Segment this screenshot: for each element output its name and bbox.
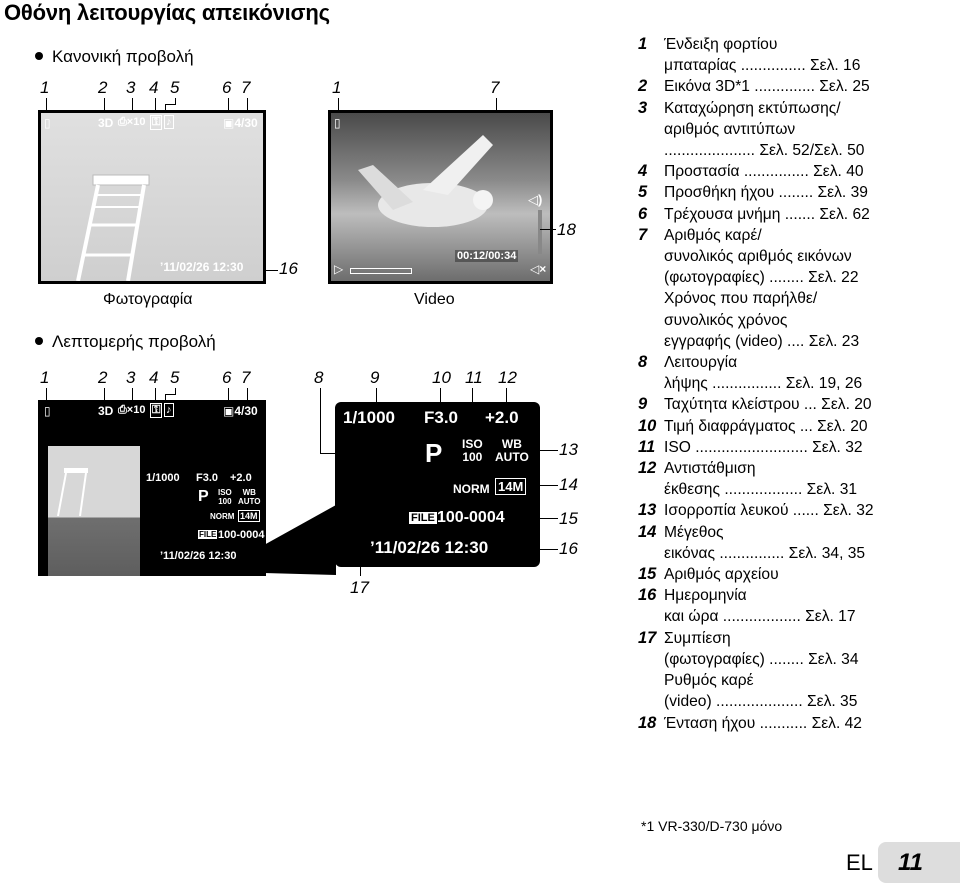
detail-big-display bbox=[335, 402, 540, 567]
legend-item: 13 Ισορροπία λευκού ...... Σελ. 32 bbox=[638, 501, 874, 520]
callout-number: 2 bbox=[98, 368, 108, 387]
file-number: 100-0004 bbox=[218, 529, 265, 541]
photo-display bbox=[38, 110, 266, 284]
legend-item: 12 Αντιστάθμιση έκθεσης .................. Σελ. 31 bbox=[638, 459, 858, 499]
page-title: Οθόνη λειτουργίας απεικόνισης bbox=[4, 0, 330, 25]
callout-number: 17 bbox=[350, 578, 369, 597]
progress-bar bbox=[350, 268, 412, 274]
detail-small-display bbox=[38, 400, 266, 576]
shutter-speed: 1/1000 bbox=[146, 472, 180, 484]
callout-number: 14 bbox=[559, 475, 578, 494]
bullet-dot bbox=[35, 337, 43, 345]
callout-number: 7 bbox=[490, 78, 500, 97]
compression-indicator: NORM bbox=[453, 482, 490, 496]
shooting-mode: P bbox=[425, 438, 443, 468]
callout-number: 10 bbox=[432, 368, 451, 387]
file-icon: FILE bbox=[411, 512, 435, 524]
callout-number: 16 bbox=[279, 259, 298, 278]
callout-number: 7 bbox=[241, 78, 251, 97]
iso-indicator: ISO 100 bbox=[218, 488, 232, 506]
battery-icon: ▯ bbox=[334, 116, 341, 130]
legend-item: 8 Λειτουργία λήψης ................ Σελ. 19, 26 bbox=[638, 353, 863, 393]
photo-image bbox=[58, 165, 158, 281]
volume-bar bbox=[538, 210, 542, 254]
elapsed-time: 00:12/00:34 bbox=[457, 250, 517, 262]
video-caption: Video bbox=[414, 291, 455, 308]
date-time: ’11/02/26 12:30 bbox=[160, 550, 237, 562]
callout-number: 9 bbox=[370, 368, 380, 387]
frame-counter: ▣4/30 bbox=[223, 116, 258, 130]
legend-item: 3 Καταχώρηση εκτύπωσης/ αριθμός αντιτύπων ..................... Σελ. 52/Σελ. 50 bbox=[638, 98, 865, 160]
3d-indicator: 3D bbox=[98, 116, 114, 130]
callout-number: 4 bbox=[149, 78, 159, 97]
legend-item: 15 Αριθμός αρχείου bbox=[638, 565, 779, 584]
detail-view-heading: Λεπτομερής προβολή bbox=[35, 332, 216, 352]
thumbnail-image bbox=[48, 446, 140, 576]
aperture: F3.0 bbox=[196, 472, 219, 484]
legend-item: 4 Προστασία ............... Σελ. 40 bbox=[638, 162, 864, 181]
legend-item: 16 Ημερομηνία και ώρα .................. Σελ. 17 bbox=[638, 586, 856, 626]
callout-number: 11 bbox=[465, 368, 483, 387]
battery-icon: ▯ bbox=[44, 404, 51, 418]
callout-number: 7 bbox=[241, 368, 251, 387]
print-indicator: ⎙×10 bbox=[118, 116, 146, 128]
callout-number: 6 bbox=[222, 368, 232, 387]
legend-item: 5 Προσθήκη ήχου ........ Σελ. 39 bbox=[638, 183, 868, 202]
zoom-wedge bbox=[264, 505, 336, 575]
video-image bbox=[353, 130, 523, 260]
photo-caption: Φωτογραφία bbox=[103, 291, 193, 308]
legend-item: 17 Συμπίεση (φωτογραφίες) ........ Σελ. 34 Ρυθμός καρέ (video) .................... Σελ. 35 bbox=[638, 628, 859, 711]
language-label: EL bbox=[846, 850, 873, 875]
play-icon: ▷ bbox=[334, 262, 344, 276]
callout-number: 2 bbox=[98, 78, 108, 97]
print-indicator: ⎙×10 bbox=[118, 404, 146, 416]
callout-number: 6 bbox=[222, 78, 232, 97]
legend-item: 10 Τιμή διαφράγματος ... Σελ. 20 bbox=[638, 416, 868, 435]
aperture: F3.0 bbox=[424, 408, 459, 427]
legend-list bbox=[638, 34, 956, 734]
iso-indicator: ISO 100 bbox=[462, 437, 483, 464]
callout-number: 12 bbox=[498, 368, 517, 387]
callout-number: 4 bbox=[149, 368, 159, 387]
callout-number: 1 bbox=[40, 78, 50, 97]
legend-item: 7 Αριθμός καρέ/ συνολικός αριθμός εικόνων (φωτογραφίες) ........ Σελ. 22 Χρόνος που παρήλθε/ συνολικός χρόνος εγγραφής (video) .... Σελ. 23 bbox=[638, 225, 860, 350]
frame-counter: ▣4/30 bbox=[223, 404, 258, 418]
bullet-dot bbox=[35, 52, 43, 60]
sound-icon: ♪ bbox=[166, 116, 172, 128]
exposure-compensation: +2.0 bbox=[230, 472, 252, 484]
callout-number: 1 bbox=[40, 368, 50, 387]
legend-item: 2 Εικόνα 3D*1 .............. Σελ. 25 bbox=[638, 77, 870, 96]
footnote: *1 VR-330/D-730 μόνο bbox=[641, 818, 783, 834]
legend-item: 18 Ένταση ήχου ........... Σελ. 42 bbox=[638, 713, 862, 732]
date-time: ’11/02/26 12:30 bbox=[370, 538, 489, 557]
callout-number: 3 bbox=[126, 368, 136, 387]
page-number: 11 bbox=[898, 849, 923, 876]
wb-indicator: WB AUTO bbox=[495, 437, 529, 464]
compression-indicator: NORM bbox=[210, 512, 235, 521]
legend-item: 14 Μέγεθος εικόνας ............... Σελ. 34, 35 bbox=[638, 522, 866, 562]
callout-number: 18 bbox=[557, 220, 576, 239]
date-time: ’11/02/26 12:30 bbox=[160, 260, 244, 274]
callout-number: 5 bbox=[170, 78, 180, 97]
callout-number: 13 bbox=[559, 440, 578, 459]
3d-indicator: 3D bbox=[98, 404, 114, 418]
mute-icon: ◁× bbox=[530, 262, 547, 276]
callout-number: 8 bbox=[314, 368, 324, 387]
page-number-box bbox=[878, 842, 960, 883]
legend-item: 6 Τρέχουσα μνήμη ....... Σελ. 62 bbox=[638, 204, 870, 223]
protect-icon: ⚿ bbox=[152, 404, 161, 416]
battery-icon: ▯ bbox=[44, 116, 51, 130]
exposure-compensation: +2.0 bbox=[485, 408, 519, 427]
wb-indicator: WB AUTO bbox=[238, 488, 261, 506]
callout-number: 5 bbox=[170, 368, 180, 387]
sound-icon: ♪ bbox=[166, 404, 172, 416]
memory-icon: ▣ bbox=[223, 116, 235, 130]
shutter-speed: 1/1000 bbox=[343, 408, 395, 427]
memory-icon: ▣ bbox=[223, 404, 235, 418]
file-number: 100-0004 bbox=[437, 509, 505, 526]
callout-number: 1 bbox=[332, 78, 342, 97]
image-size: 14M bbox=[240, 511, 258, 521]
legend-item: 1 Ένδειξη φορτίου μπαταρίας ............... Σελ. 16 bbox=[638, 35, 861, 75]
shooting-mode: P bbox=[198, 488, 209, 505]
file-icon: FILE bbox=[199, 530, 217, 539]
callout-number: 16 bbox=[559, 539, 578, 558]
video-display bbox=[328, 110, 553, 284]
protect-icon: ⚿ bbox=[152, 116, 161, 128]
image-size: 14M bbox=[495, 478, 526, 495]
legend-item: 9 Ταχύτητα κλείστρου ... Σελ. 20 bbox=[638, 395, 872, 414]
callout-number: 15 bbox=[559, 509, 578, 528]
volume-icon: ◁) bbox=[528, 192, 543, 207]
legend-item: 11 ISO .......................... Σελ. 32 bbox=[638, 437, 863, 456]
normal-view-heading: Κανονική προβολή bbox=[35, 47, 194, 67]
callout-number: 3 bbox=[126, 78, 136, 97]
